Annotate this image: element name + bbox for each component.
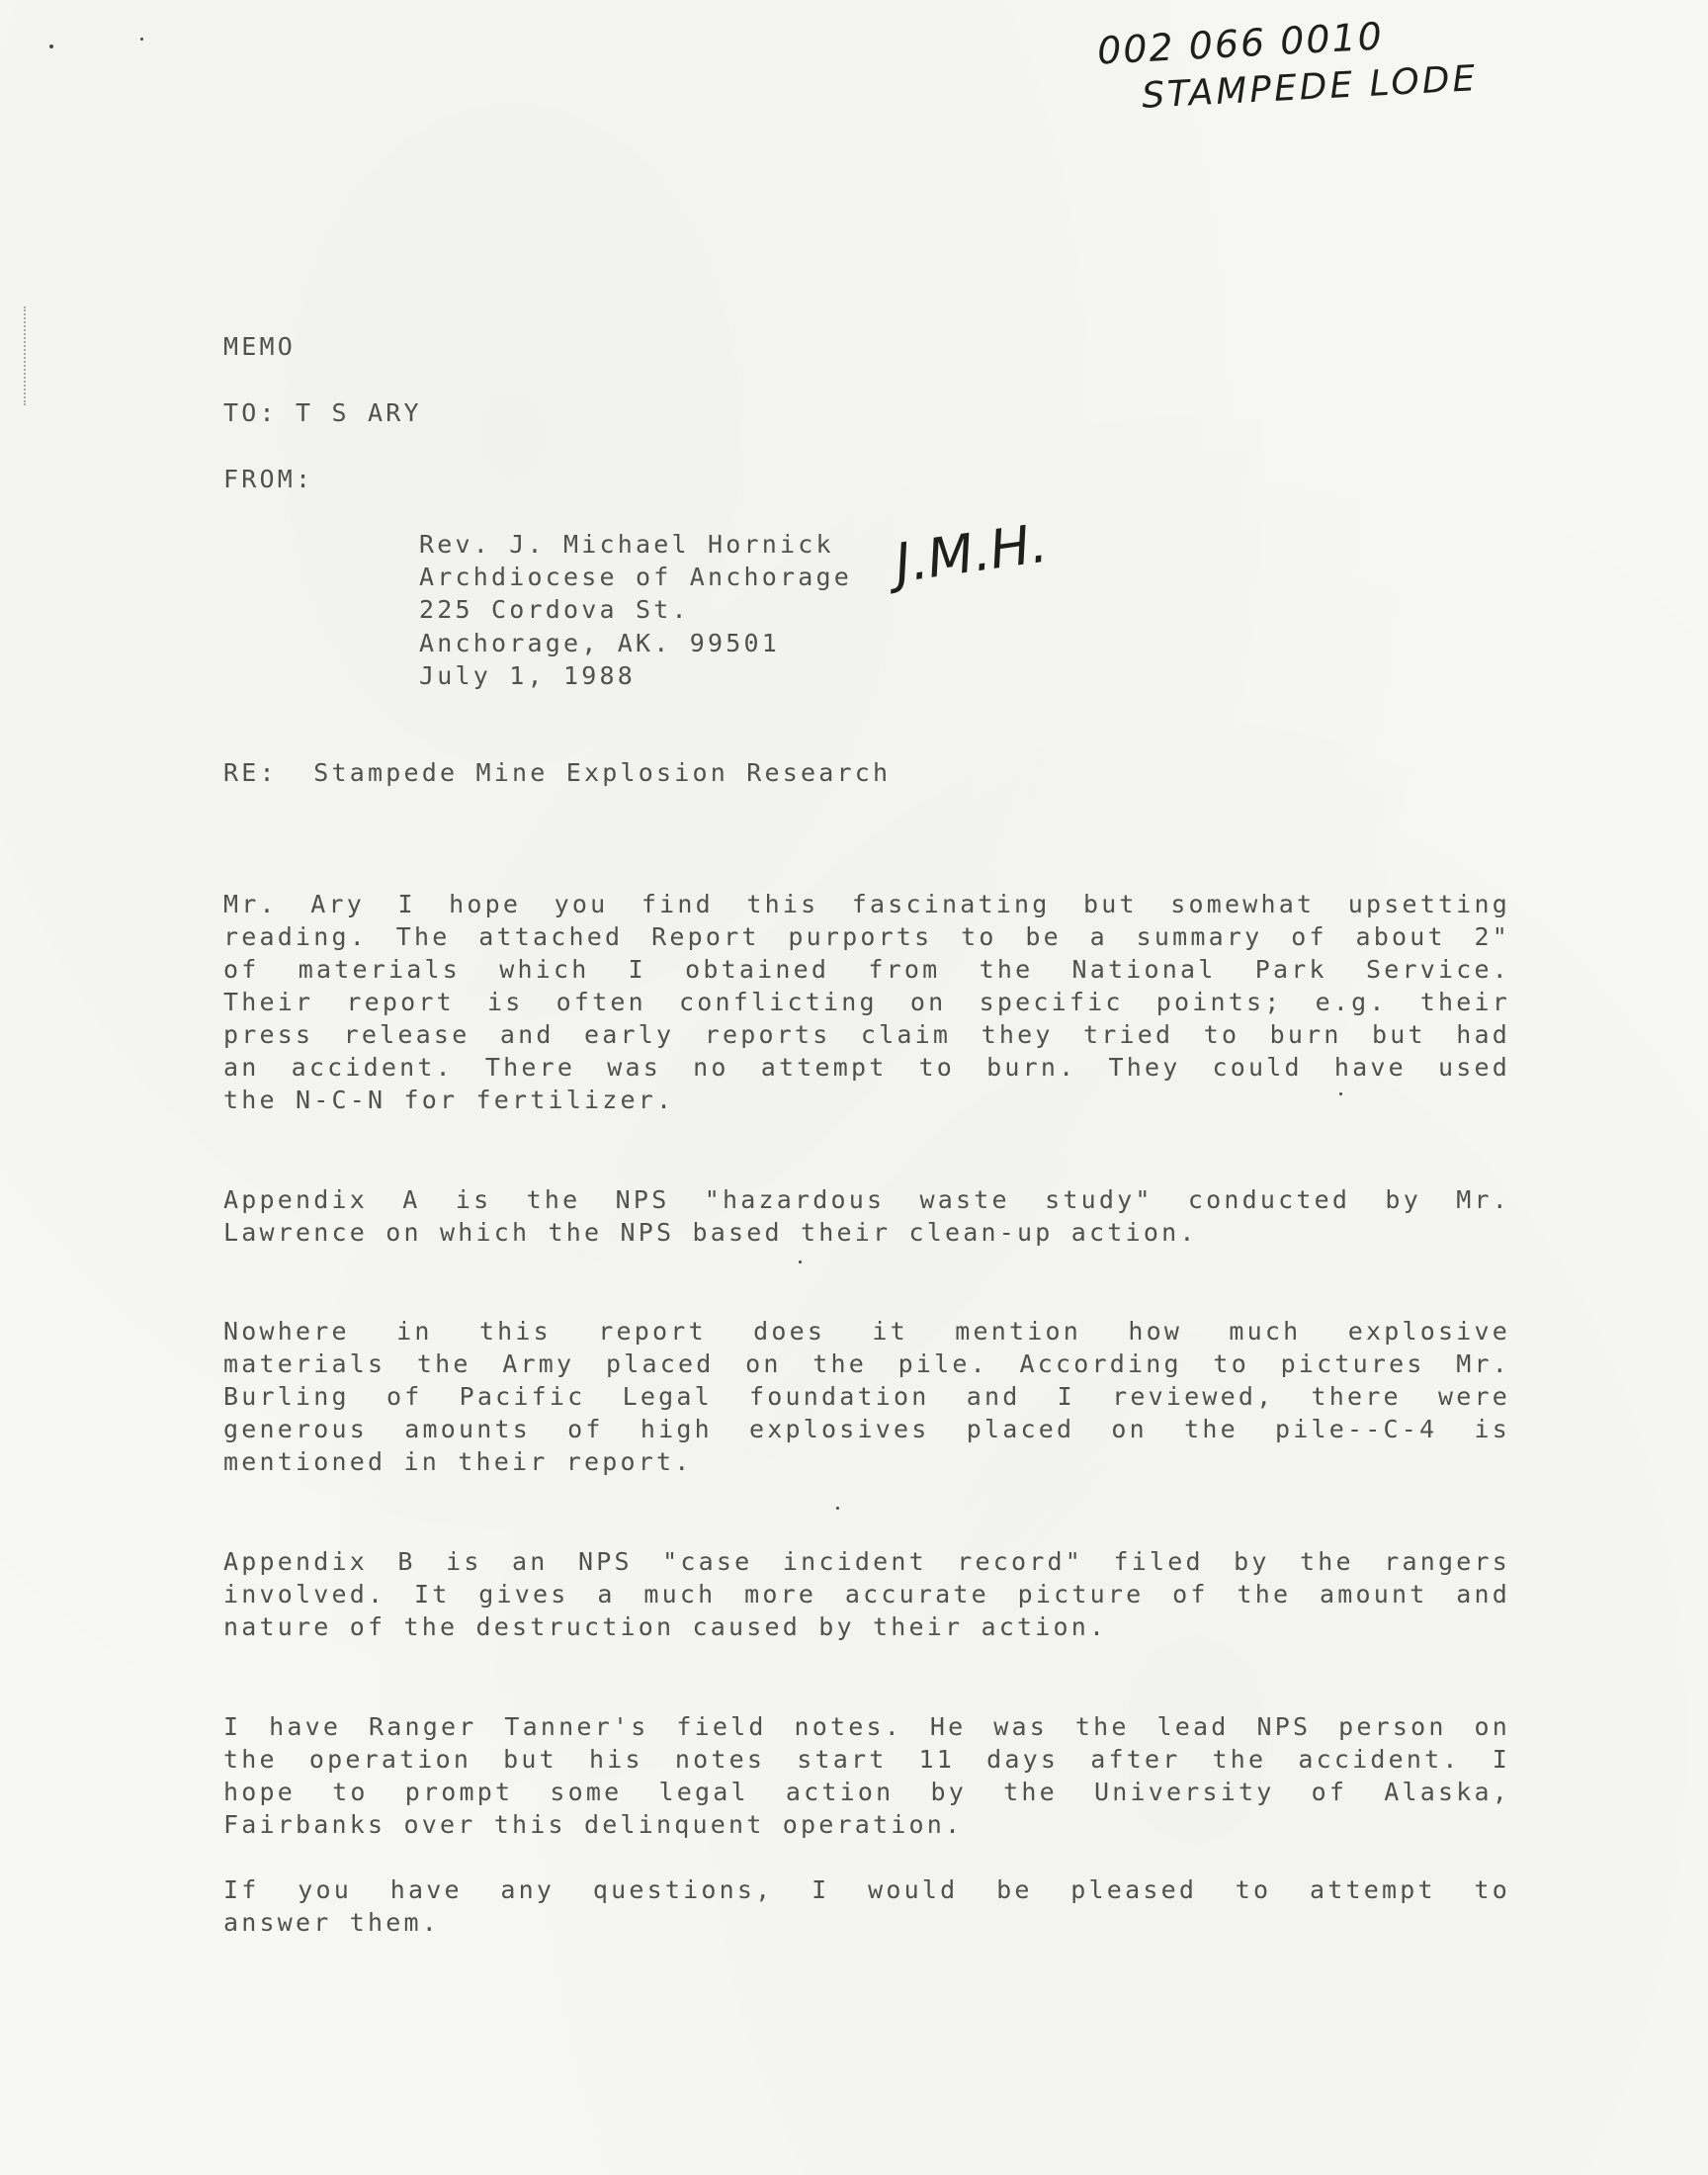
paragraph-line: answer them. — [223, 1908, 441, 1937]
paragraph-line: mentioned in their report. — [223, 1447, 693, 1476]
paragraph-line: the N-C-N for fertilizer. — [223, 1086, 675, 1114]
paragraph-line: Appendix A is the NPS "hazardous waste study" conducted by Mr. — [223, 1185, 1510, 1214]
memo-label: MEMO — [223, 332, 297, 361]
body-paragraph-2 — [223, 1183, 1510, 1249]
paragraph-line: If you have any questions, I would be pleased to attempt to — [223, 1875, 1510, 1904]
paragraph-line: Fairbanks over this delinquent operation. — [223, 1810, 964, 1839]
paragraph-line: hope to prompt some legal action by the University of Alaska, — [223, 1778, 1510, 1806]
handwritten-initials: J.M.H. — [891, 511, 1052, 595]
paragraph-line: Burling of Pacific Legal foundation and I reviewed, there were — [223, 1382, 1510, 1411]
sender-street: 225 Cordova St. — [419, 595, 690, 624]
scan-speck — [49, 44, 53, 48]
body-paragraph-4 — [223, 1545, 1510, 1643]
sender-city: Anchorage, AK. 99501 — [419, 629, 781, 657]
binder-hole-marks — [24, 306, 30, 405]
scan-speck — [799, 1261, 802, 1263]
from-label: FROM: — [223, 465, 314, 493]
paragraph-line: involved. It gives a much more accurate picture of the amount and — [223, 1580, 1510, 1609]
paragraph-line: nature of the destruction caused by their action. — [223, 1612, 1108, 1641]
paragraph-line: Nowhere in this report does it mention how much explosive — [223, 1317, 1510, 1346]
paragraph-line: reading. The attached Report purports to be a summary of about 2" — [223, 922, 1510, 951]
paragraph-line: generous amounts of high explosives placed on the pile--C-4 is — [223, 1415, 1510, 1443]
paragraph-line: Their report is often conflicting on specific points; e.g. their — [223, 988, 1510, 1016]
scan-speck — [140, 38, 143, 41]
paragraph-line: Appendix B is an NPS "case incident record" filed by the rangers — [223, 1547, 1510, 1576]
body-paragraph-3 — [223, 1315, 1510, 1478]
to-line: TO: T S ARY — [223, 398, 422, 427]
body-paragraph-6 — [223, 1873, 1510, 1939]
paragraph-line: press release and early reports claim they tried to burn but had — [223, 1020, 1510, 1049]
sender-organization: Archdiocese of Anchorage — [419, 563, 853, 591]
memo-date: July 1, 1988 — [419, 661, 637, 690]
paragraph-line: of materials which I obtained from the National Park Service. — [223, 955, 1510, 984]
body-paragraph-5 — [223, 1710, 1510, 1841]
paragraph-line: the operation but his notes start 11 days after the accident. I — [223, 1745, 1510, 1774]
sender-name: Rev. J. Michael Hornick — [419, 530, 834, 559]
paragraph-line: an accident. There was no attempt to burn. They could have used — [223, 1053, 1510, 1082]
paragraph-line: Lawrence on which the NPS based their clean-up action. — [223, 1218, 1198, 1247]
handwritten-file-code: 002 066 0010 — [1096, 14, 1385, 73]
paragraph-line: materials the Army placed on the pile. According to pictures Mr. — [223, 1349, 1510, 1378]
subject-line: RE: Stampede Mine Explosion Research — [223, 758, 892, 787]
paragraph-line: I have Ranger Tanner's field notes. He was the lead NPS person on — [223, 1712, 1510, 1741]
body-paragraph-1 — [223, 888, 1510, 1116]
handwritten-subject: STAMPEDE LODE — [1141, 58, 1480, 117]
paragraph-line: Mr. Ary I hope you find this fascinating but somewhat upsetting — [223, 890, 1510, 918]
scan-speck — [836, 1507, 839, 1510]
